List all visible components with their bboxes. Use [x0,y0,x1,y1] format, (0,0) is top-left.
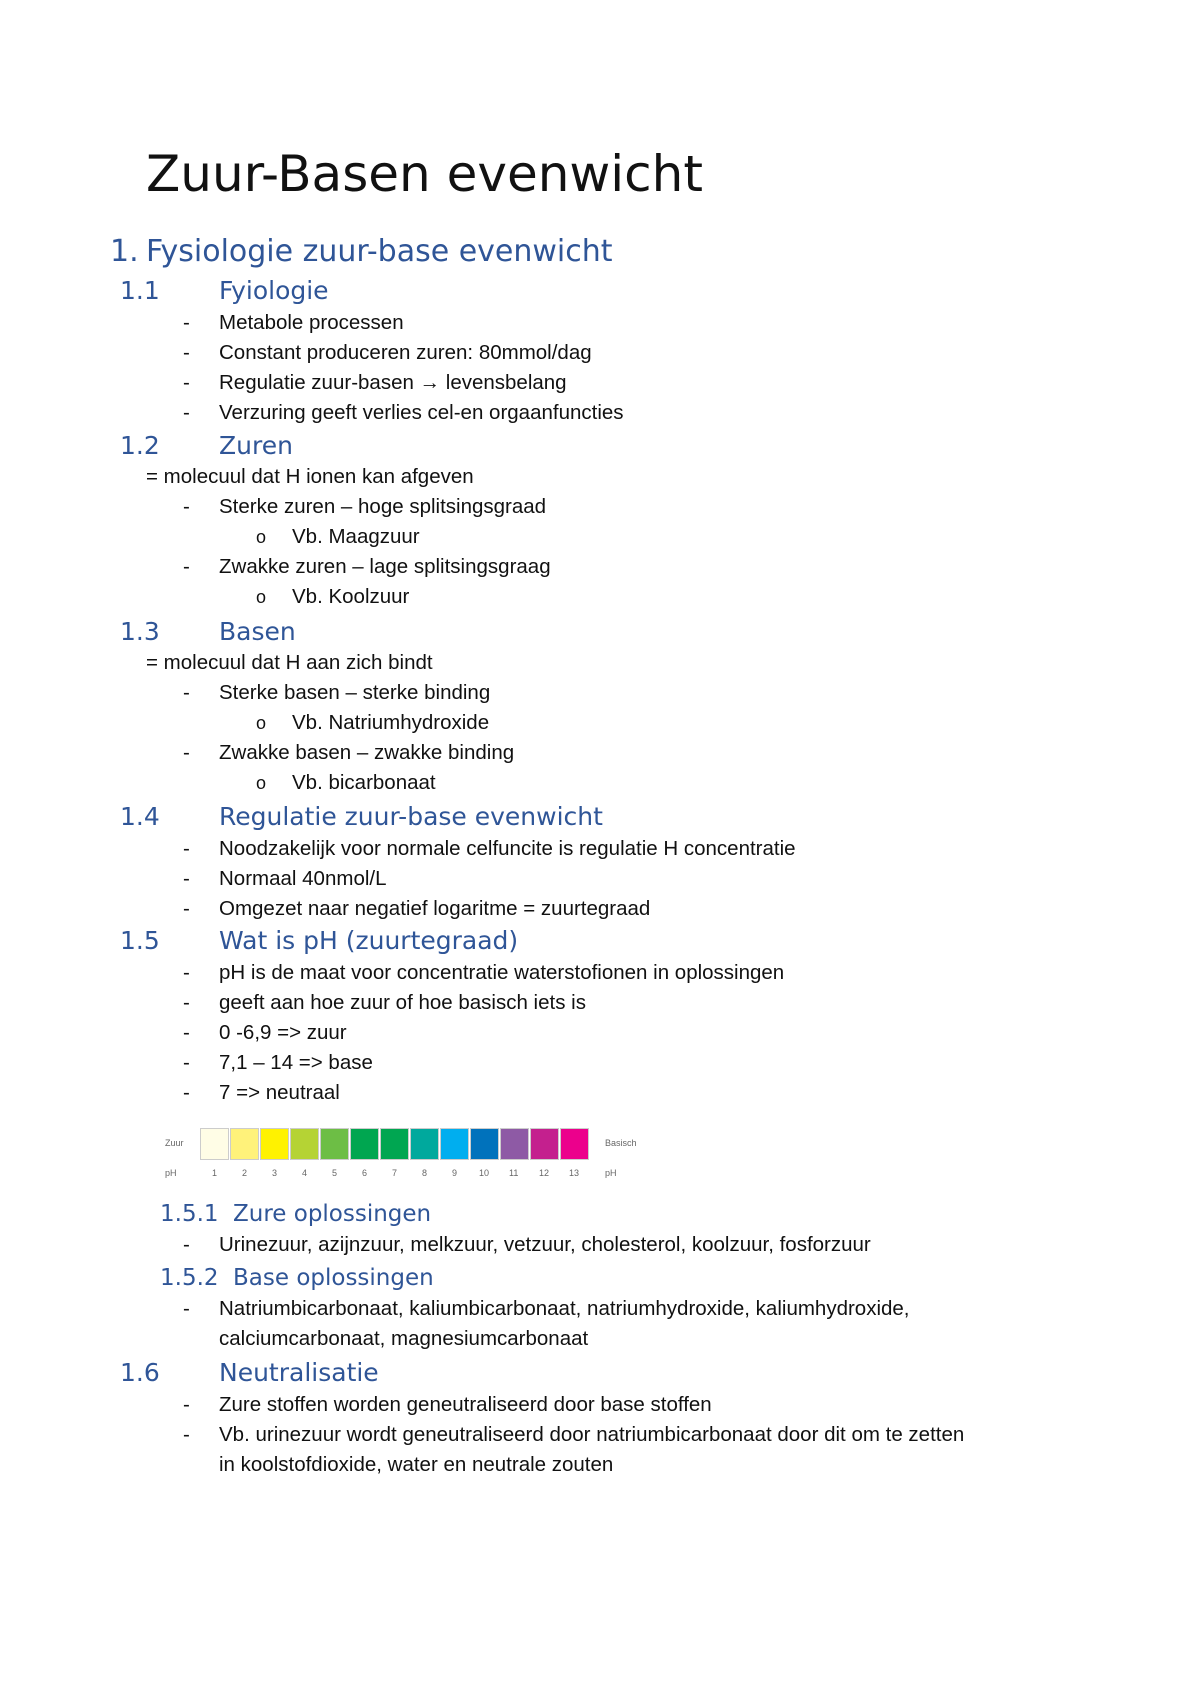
scale-left-label: Zuur [165,1138,184,1148]
list-item-continuation: in koolstofdioxide, water en neutrale zouten [219,1453,614,1476]
section-1-heading [110,234,810,270]
ph-swatch-3 [260,1128,289,1160]
list-item: - Natriumbicarbonaat, kaliumbicarbonaat, natriumhydroxide, kaliumhydroxide, [183,1297,910,1320]
section-number: 1.4 [120,802,160,831]
section-title: Fyiologie [219,276,329,305]
ph-swatch-2 [230,1128,259,1160]
list-item: - Normaal 40nmol/L [183,867,387,890]
list-item: - Verzuring geeft verlies cel-en orgaanfuncties [183,401,624,424]
section-1-5-heading [120,926,820,956]
sub-list-item: o Vb. Natriumhydroxide [256,711,490,734]
ph-swatch-5 [320,1128,349,1160]
list-item: - 7 => neutraal [183,1081,340,1104]
section-1-5-1-heading [160,1200,760,1228]
section-number: 1.2 [120,431,160,460]
list-item: - Constant produceren zuren: 80mmol/dag [183,341,592,364]
sub-list-item: o Vb. Maagzuur [256,525,420,548]
list-item: - Regulatie zuur-basen → levensbelang [183,371,567,394]
ph-value-label: 11 [509,1168,519,1178]
section-number: 1.3 [120,617,160,646]
list-item: - Metabole processen [183,311,404,334]
ph-value-label: 10 [479,1168,490,1178]
section-1-6-heading [120,1358,720,1388]
section-title: Zuren [219,431,293,460]
ph-swatch-8 [410,1128,439,1160]
ph-value-label: 5 [332,1168,338,1178]
ph-swatch-12 [530,1128,559,1160]
list-item: - Zwakke basen – zwakke binding [183,741,515,764]
scale-axis-label: pH [165,1168,177,1178]
section-title: Basen [219,617,296,646]
ph-value-label: 6 [362,1168,368,1178]
scale-right-label: Basisch [605,1138,637,1148]
ph-swatch-7 [380,1128,409,1160]
ph-value-label: 12 [539,1168,550,1178]
list-item: - Sterke basen – sterke binding [183,681,491,704]
section-number: 1.5.2 [160,1265,219,1291]
section-1-4-heading [120,802,820,832]
ph-value-label: 3 [272,1168,278,1178]
section-title: Fysiologie zuur-base evenwicht [146,234,613,269]
section-title: Neutralisatie [219,1358,379,1387]
list-item: - Vb. urinezuur wordt geneutraliseerd door natriumbicarbonaat door dit om te zetten [183,1423,965,1446]
ph-value-label: 4 [302,1168,308,1178]
ph-value-label: 7 [392,1168,398,1178]
list-item: - pH is de maat voor concentratie waterstofionen in oplossingen [183,961,785,984]
section-title: Regulatie zuur-base evenwicht [219,802,603,831]
ph-swatch-10 [470,1128,499,1160]
list-item: - Urinezuur, azijnzuur, melkzuur, vetzuur, cholesterol, koolzuur, fosforzuur [183,1233,871,1256]
list-item: - Zure stoffen worden geneutraliseerd door base stoffen [183,1393,712,1416]
definition: = molecuul dat H aan zich bindt [146,651,433,674]
section-1-3-heading [120,617,720,647]
section-number: 1. [110,234,139,269]
list-item: - Zwakke zuren – lage splitsingsgraag [183,555,551,578]
sub-list-item: o Vb. Koolzuur [256,585,410,608]
ph-value-label: 8 [422,1168,428,1178]
ph-swatch-11 [500,1128,529,1160]
section-1-1-heading [120,276,720,306]
ph-value-label: 1 [212,1168,218,1178]
sub-list-item: o Vb. bicarbonaat [256,771,436,794]
list-item-continuation: calciumcarbonaat, magnesiumcarbonaat [219,1327,589,1350]
list-item: - 7,1 – 14 => base [183,1051,373,1074]
ph-swatch-9 [440,1128,469,1160]
definition: = molecuul dat H ionen kan afgeven [146,465,474,488]
scale-axis-label-right: pH [605,1168,617,1178]
ph-value-label: 2 [242,1168,248,1178]
section-1-5-2-heading [160,1264,760,1292]
ph-value-label: 13 [569,1168,580,1178]
list-item: - geeft aan hoe zuur of hoe basisch iets is [183,991,586,1014]
ph-swatch-4 [290,1128,319,1160]
list-item: - 0 -6,9 => zuur [183,1021,347,1044]
section-number: 1.5 [120,926,160,955]
list-item: - Noodzakelijk voor normale celfuncite is regulatie H concentratie [183,837,796,860]
ph-swatch-1 [200,1128,229,1160]
ph-swatch-13 [560,1128,589,1160]
section-number: 1.1 [120,276,160,305]
section-1-2-heading [120,431,720,461]
list-item: - Omgezet naar negatief logaritme = zuurtegraad [183,897,651,920]
section-title: Zure oplossingen [233,1201,432,1227]
list-item: - Sterke zuren – hoge splitsingsgraad [183,495,547,518]
ph-value-label: 9 [452,1168,458,1178]
section-number: 1.6 [120,1358,160,1387]
ph-swatch-6 [350,1128,379,1160]
document-title: Zuur-Basen evenwicht [146,145,703,203]
section-title: Wat is pH (zuurtegraad) [219,926,519,955]
section-number: 1.5.1 [160,1201,219,1227]
section-title: Base oplossingen [233,1265,434,1291]
ph-scale-figure [160,1125,660,1185]
